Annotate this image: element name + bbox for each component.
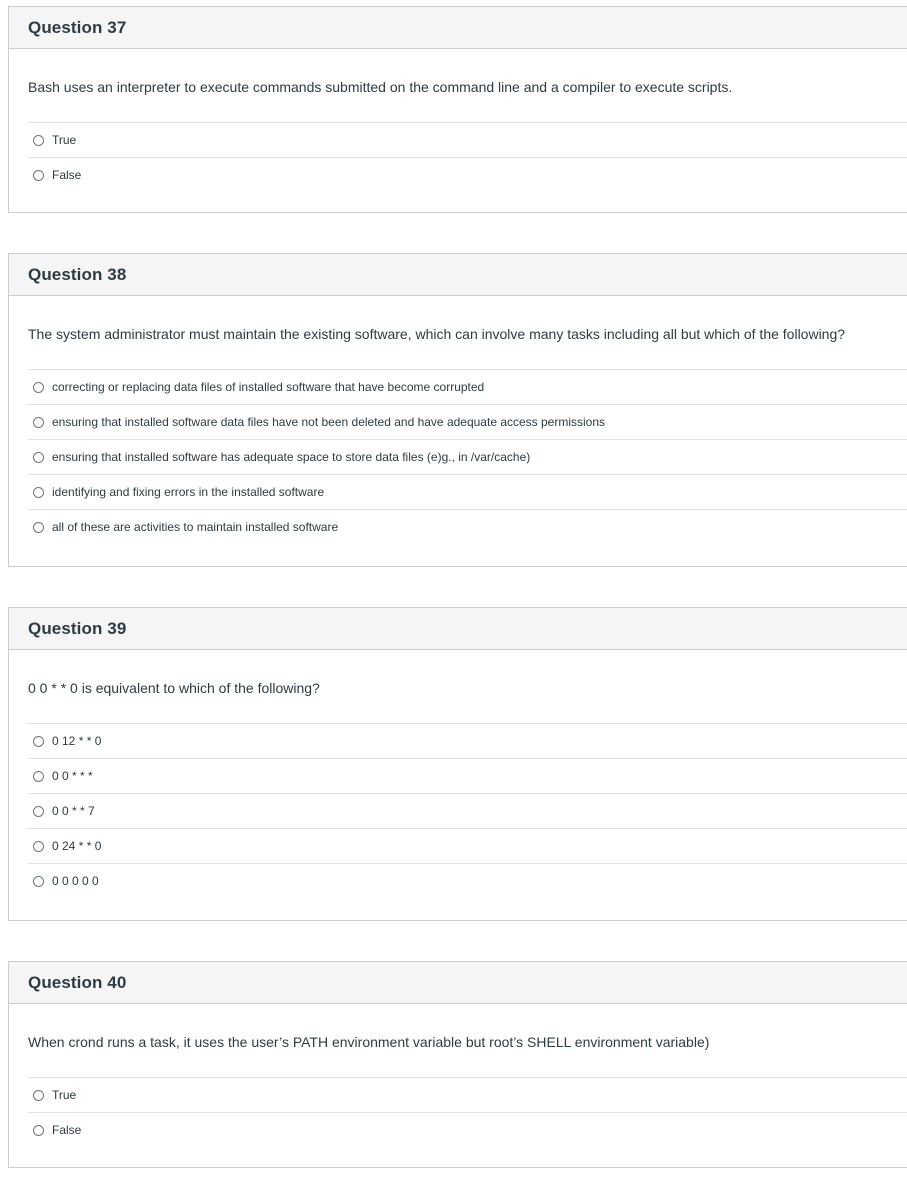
question-header (9, 962, 907, 1004)
answer-label: False (52, 168, 82, 182)
radio-button[interactable] (33, 382, 44, 393)
answer-label: 0 0 * * * (52, 769, 93, 783)
answer-option[interactable] (28, 122, 907, 157)
answer-label: 0 24 * * 0 (52, 839, 102, 853)
answer-label: ensuring that installed software data files have not been deleted and have adequate access permissions (52, 415, 606, 429)
question-39-card (8, 607, 907, 921)
radio-button[interactable] (33, 771, 44, 782)
answer-option[interactable] (28, 793, 907, 828)
answer-option[interactable] (28, 1077, 907, 1112)
question-text: Bash uses an interpreter to execute commands submitted on the command line and a compiler to execute scripts. (28, 79, 733, 95)
answer-option[interactable] (28, 723, 907, 758)
question-header (9, 608, 907, 650)
answer-option[interactable] (28, 828, 907, 863)
answer-label: 0 0 * * 7 (52, 804, 95, 818)
question-text: 0 0 * * 0 is equivalent to which of the following? (28, 680, 320, 696)
question-38-card (8, 253, 907, 567)
answer-label: correcting or replacing data files of installed software that have become corrupted (52, 380, 485, 394)
radio-button[interactable] (33, 806, 44, 817)
answer-option[interactable] (28, 369, 907, 404)
answer-option[interactable] (28, 1112, 907, 1147)
radio-button[interactable] (33, 417, 44, 428)
answer-label: all of these are activities to maintain installed software (52, 520, 339, 534)
answer-label: False (52, 1123, 82, 1137)
answer-list (28, 369, 907, 544)
question-header (9, 254, 907, 296)
answer-label: 0 0 0 0 0 (52, 874, 99, 888)
answer-option[interactable] (28, 157, 907, 192)
radio-button[interactable] (33, 452, 44, 463)
answer-label: True (52, 1088, 77, 1102)
answer-label: 0 12 * * 0 (52, 734, 102, 748)
answer-option[interactable] (28, 404, 907, 439)
question-title: Question 39 (28, 618, 127, 638)
radio-button[interactable] (33, 1125, 44, 1136)
question-title: Question 37 (28, 17, 127, 37)
answer-label: True (52, 133, 77, 147)
answer-option[interactable] (28, 509, 907, 544)
radio-button[interactable] (33, 170, 44, 181)
answer-list (28, 1077, 907, 1147)
answer-list (28, 122, 907, 192)
question-title: Question 38 (28, 264, 127, 284)
question-37-card (8, 6, 907, 213)
radio-button[interactable] (33, 522, 44, 533)
radio-button[interactable] (33, 1090, 44, 1101)
radio-button[interactable] (33, 736, 44, 747)
question-header (9, 7, 907, 49)
radio-button[interactable] (33, 876, 44, 887)
answer-list (28, 723, 907, 898)
question-title: Question 40 (28, 972, 127, 992)
answer-option[interactable] (28, 439, 907, 474)
answer-option[interactable] (28, 863, 907, 898)
radio-button[interactable] (33, 841, 44, 852)
question-text: The system administrator must maintain the existing software, which can involve many tasks including all but which of the following? (28, 326, 846, 342)
answer-label: identifying and fixing errors in the installed software (52, 485, 325, 499)
radio-button[interactable] (33, 487, 44, 498)
answer-option[interactable] (28, 758, 907, 793)
answer-option[interactable] (28, 474, 907, 509)
question-40-card (8, 961, 907, 1168)
radio-button[interactable] (33, 135, 44, 146)
question-text: When crond runs a task, it uses the user’s PATH environment variable but root’s SHELL environment variable) (28, 1034, 710, 1050)
answer-label: ensuring that installed software has adequate space to store data files (e)g., in /var/cache) (52, 450, 531, 464)
